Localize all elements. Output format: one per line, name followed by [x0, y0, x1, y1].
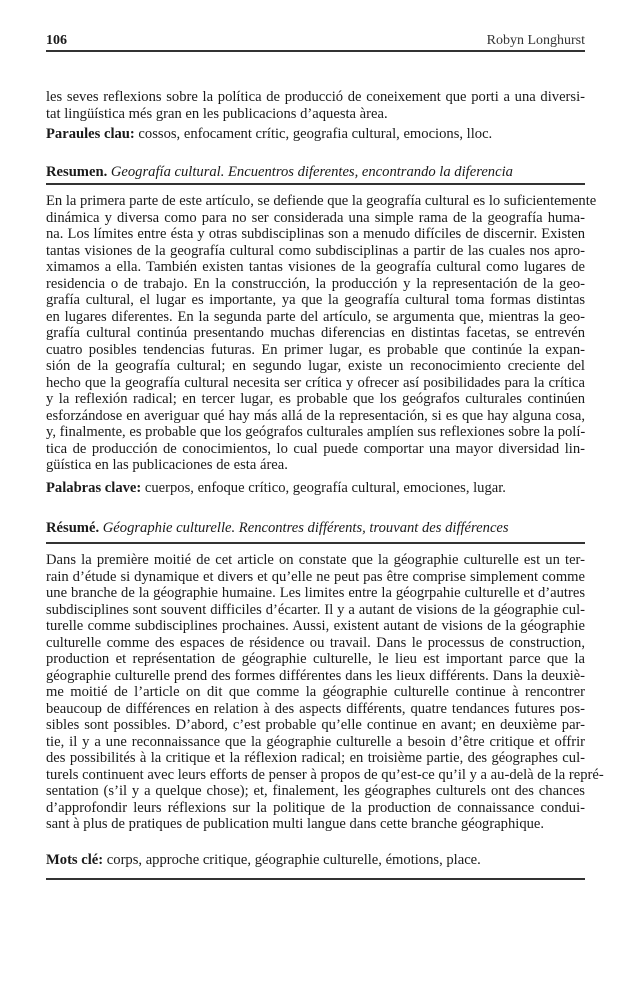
text-line: Dans la première moitié de cet article on constate que la géographie culturelle est un ter- — [46, 552, 585, 568]
text-line: ximamos a ella. También existen tantas visiones de la geografía cultural como lugares de — [46, 259, 585, 275]
text-line: géographie culturelle prend des formes différentes dans les lieux différents. Dans la deuxiè- — [46, 667, 585, 684]
text-line: beaucoup de différences en relation à des aspects différents, quatre tendances futures pos- — [46, 700, 585, 717]
keywords-text: cossos, enfocament crític, geografia cultural, emocions, lloc. — [134, 126, 493, 142]
text-line: sentation (s’il y a quelque chose); et, finalement, les géographes culturels ont des chances — [46, 783, 585, 799]
running-header — [46, 33, 585, 49]
text-line: turelle comme subdisciplines prochaines. Aussi, existent autant de visions de la géographie — [46, 618, 585, 634]
text-line: esforzándose en averiguar qué hay más allá de la representación, si es que hay alguna cosa, — [46, 407, 585, 424]
keywords-label: Palabras clave: — [46, 480, 142, 496]
catalan-abstract-end — [46, 89, 585, 122]
french-heading — [46, 520, 585, 537]
text-line: tica de producción de conocimientos, lo cual puede comportar una mayor diversidad lin- — [46, 440, 585, 457]
text-line: na. Los límites entre ésta y otras subdisciplinas son a menudo difíciles de discernir. Existen — [46, 226, 585, 242]
heading-title: Geografía cultural. Encuentros diferentes, encontrando la diferencia — [107, 164, 513, 180]
heading-label: Résumé. — [46, 520, 100, 536]
spanish-abstract — [46, 193, 597, 474]
text-line: rain d’étude si dynamique et divers et qu’elle ne peut pas être comprise simplement comme — [46, 568, 585, 585]
text-line: me moitié de l’article on dit que comme la géographie culturelle continue à rencontrer — [46, 684, 585, 700]
section-rule — [46, 542, 585, 544]
text-line: sión de la geografía cultural; en segundo lugar, existe un reconocimiento creciente del — [46, 358, 585, 374]
text-line: en lugares diferentes. En la segunda parte del artículo, se argumenta que, mientras la geo- — [46, 308, 585, 325]
text-line: cuatro posibles tendencias futuras. En primer lugar, es probable que continúe la expan- — [46, 341, 585, 358]
text-line: y la reflexión radical; en tercer lugar, es probable que los geógrafos culturales continúen — [46, 391, 585, 407]
text-line: dinámica y diversa como para no ser considerada una simple rama de la geografía huma- — [46, 209, 585, 226]
running-author: Robyn Longhurst — [486, 33, 585, 48]
text-line: güística en las publicaciones de esta área. — [46, 457, 288, 473]
keywords-label: Paraules clau: — [46, 126, 135, 142]
heading-label: Resumen. — [46, 164, 108, 180]
section-rule — [46, 183, 585, 185]
text-line: residencia o de trabajo. En la construcción, la producción y la representación de la geo- — [46, 275, 585, 292]
section-end-rule — [46, 878, 585, 880]
text-line: turels continuent avec leurs efforts de penser à propos de qu’est-ce qu’il y a au-delà de la repré- — [46, 766, 604, 783]
keywords-text: cuerpos, enfoque crítico, geografía cultural, emociones, lugar. — [141, 480, 506, 496]
spanish-keywords — [46, 480, 585, 497]
spanish-heading — [46, 164, 585, 181]
header-rule — [46, 50, 585, 52]
text-line: tantas visiones de la geografía cultural como subdisciplinas a partir de las cuales nos apro- — [46, 242, 585, 259]
text-line: hecho que la geografía cultural necesita ser crítica y ofrecer así posibilidades para la crítica — [46, 374, 585, 391]
keywords-text: corps, approche critique, géographie culturelle, émotions, place. — [103, 852, 481, 868]
text-line: des possibilités à la critique et la réflexion radical; en troisième partie, des géographes cul- — [46, 750, 585, 766]
page-number: 106 — [46, 33, 67, 48]
text-line: production et représentation de géographie culturelle, le lieu est important parce que la — [46, 651, 585, 667]
text-line: sant à plus de pratiques de publication multi langue dans cette branche géographique. — [46, 816, 545, 832]
french-abstract — [46, 552, 604, 833]
text-line: sibles sont possibles. D’abord, c’est probable qu’elle continue en avant; en deuxième par- — [46, 717, 585, 733]
text-line: grafía cultural, el lugar es importante, ya que la geografía cultural toma formas distintas — [46, 292, 585, 308]
text-line: culturelle comme des espaces de résidence ou travail. Dans le processus de construction, — [46, 634, 585, 651]
text-line: y, finalmente, es probable que los geógrafos culturales amplíen sus reflexiones sobre la polí- — [46, 424, 586, 440]
heading-title: Géographie culturelle. Rencontres différents, trouvant des différences — [99, 520, 509, 536]
text-line: tie, il y a une reconnaissance que la géographie culturelle a besoin d’être critique et offrir — [46, 733, 585, 750]
french-keywords — [46, 852, 585, 869]
text-line: En la primera parte de este artículo, se defiende que la geografía cultural es lo suficientemente — [46, 193, 597, 209]
keywords-label: Mots clé: — [46, 852, 104, 868]
text-line: une branche de la géographie humaine. Les limites entre la géogrpahie culturelle et d’autres — [46, 585, 585, 601]
text-line: d’approfondir leurs réflexions sur la politique de la production de connaissance condui- — [46, 799, 585, 816]
text-line: les seves reflexions sobre la política de producció de coneixement que porti a una diversi- — [46, 89, 585, 105]
text-line: tat lingüística més gran en les publicacions d’aquesta àrea. — [46, 105, 388, 122]
text-line: grafía cultural continúa presentando muchas diferencias en distintas facetas, se entrevén — [46, 325, 585, 341]
catalan-keywords — [46, 126, 585, 143]
text-line: subdisciplines sont souvent difficiles d’écarter. Il y a autant de visions de la géographie cul- — [46, 601, 585, 618]
